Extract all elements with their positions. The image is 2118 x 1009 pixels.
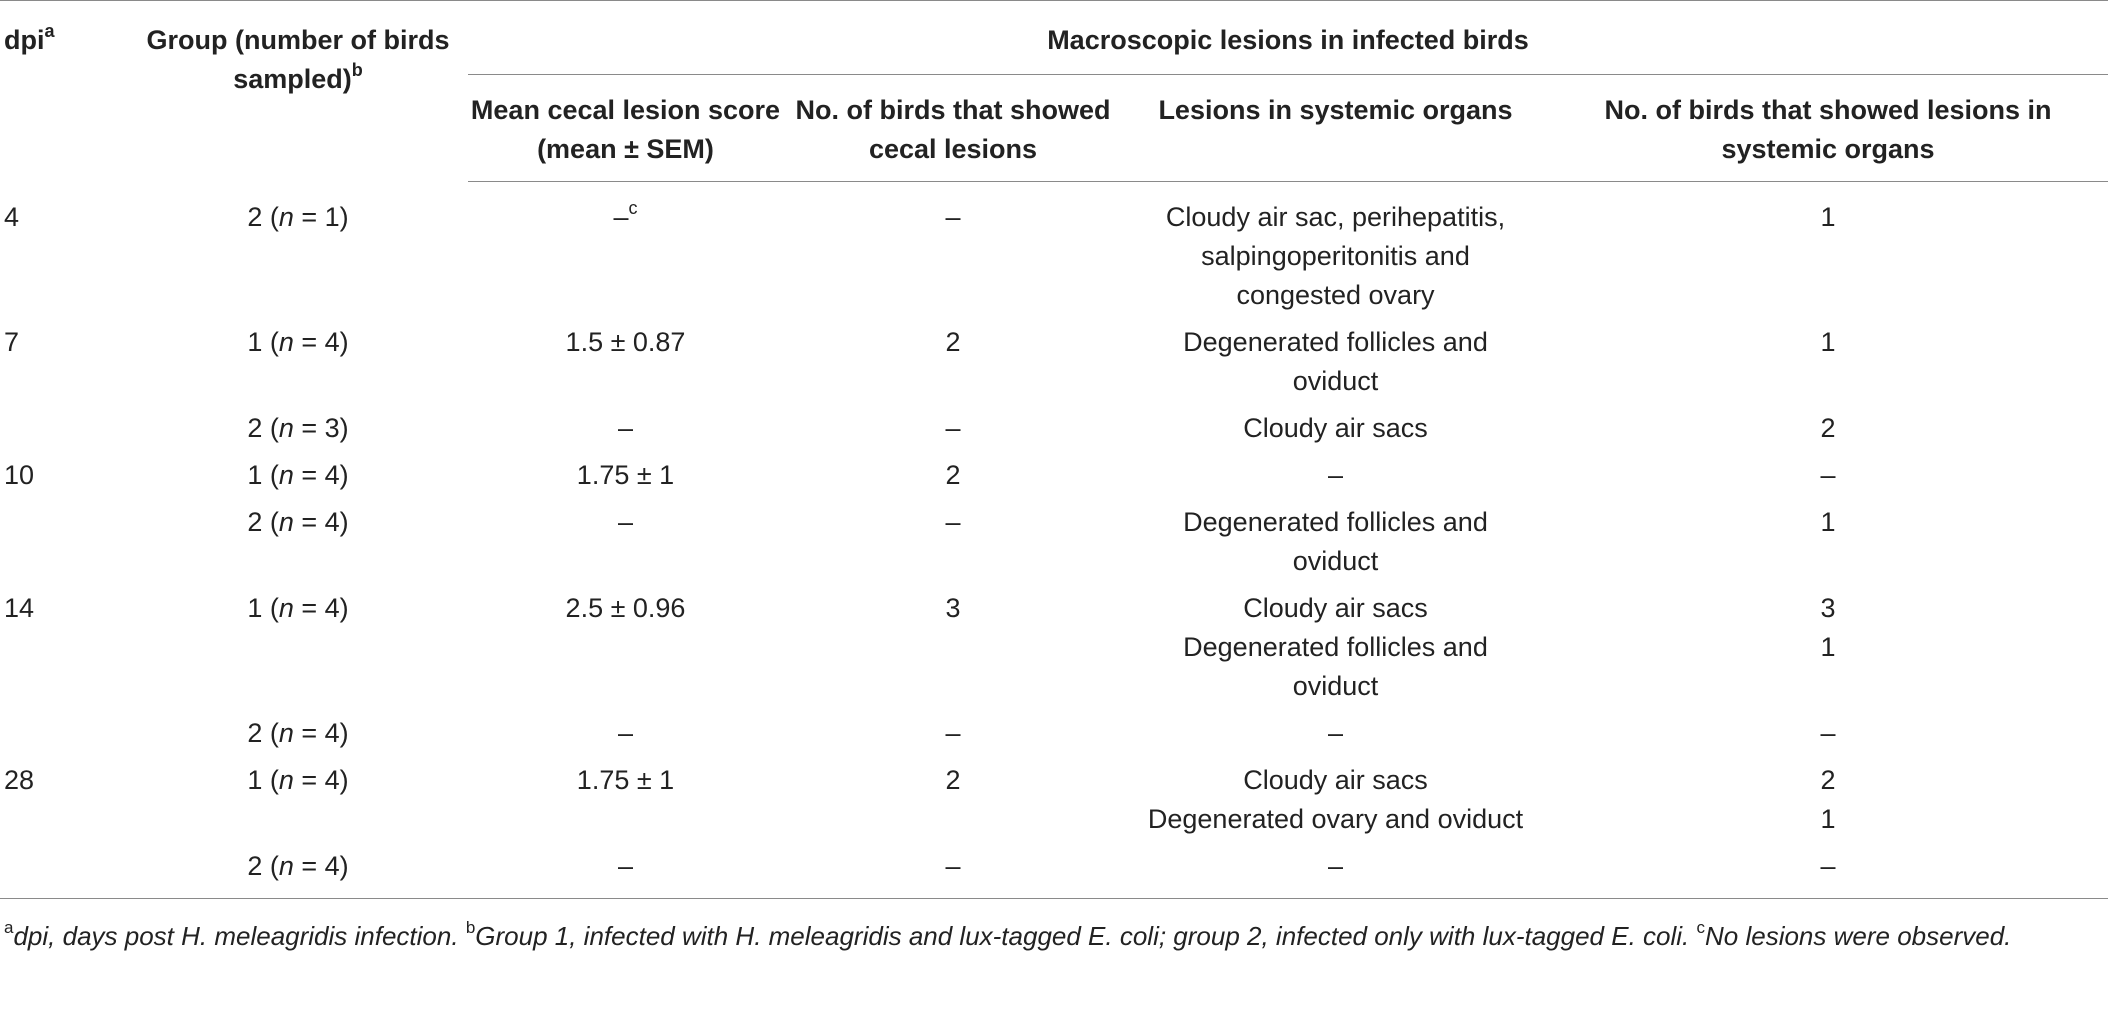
cell-no-systemic: 1	[1820, 202, 1836, 232]
cell-mean-cecal: 1.75 ± 1	[576, 765, 675, 795]
cell-no-cecal: –	[783, 841, 1123, 899]
cell-no-cecal: 2	[945, 460, 961, 490]
table-row	[0, 841, 2108, 899]
footnote-c: No lesions were observed.	[1705, 921, 2012, 951]
cell-group: 2 (n = 4)	[247, 507, 349, 537]
header-no-systemic-lesions: No. of birds that showed lesions in systemic organs	[1548, 75, 2108, 182]
cell-group: 1 (n = 4)	[247, 460, 349, 490]
cell-group: 2 (n = 4)	[247, 718, 349, 748]
table-row	[0, 755, 2108, 841]
cell-no-cecal: 2	[945, 327, 961, 357]
cell-group: 2 (n = 1)	[247, 201, 349, 232]
table-body	[0, 182, 2108, 899]
header-mean-cecal-score: Mean cecal lesion score (mean ± SEM)	[468, 75, 783, 182]
cell-group: 2 (n = 4)	[128, 841, 468, 899]
cell-mean-cecal: 1.5 ± 0.87	[565, 327, 686, 357]
cell-no-systemic: –	[1820, 460, 1836, 490]
footnote-a: dpi, days post H. meleagridis infection.	[13, 921, 466, 951]
cell-dpi	[0, 841, 128, 899]
header-macroscopic-lesions: Macroscopic lesions in infected birds	[468, 1, 2108, 75]
cell-no-systemic: –	[1820, 718, 1836, 748]
cell-systemic-lesion: –	[1327, 460, 1344, 490]
table-row	[0, 317, 2108, 403]
cell-systemic-lesion: Cloudy air sacs	[1243, 413, 1428, 443]
cell-dpi: 14	[4, 593, 35, 623]
table-row	[0, 497, 2108, 583]
cell-systemic-lesion: Cloudy air sacs Degenerated ovary and oviduct	[1147, 765, 1524, 834]
cell-dpi: 4	[4, 201, 20, 232]
cell-mean-cecal: 2.5 ± 0.96	[565, 593, 686, 623]
header-no-cecal-lesions: No. of birds that showed cecal lesions	[783, 75, 1123, 182]
cell-systemic-lesion: Degenerated follicles and oviduct	[1183, 507, 1488, 576]
cell-systemic-lesion: Cloudy air sacs Degenerated follicles and oviduct	[1183, 593, 1488, 701]
cell-no-cecal: –	[945, 202, 961, 232]
cell-mean-cecal: –	[468, 841, 783, 899]
table-row	[0, 403, 2108, 450]
table-row	[0, 450, 2108, 497]
table-row	[0, 583, 2108, 708]
footnote-mark-c: c	[1696, 918, 1705, 938]
header-group: Group (number of birds sampled)$^b$	[128, 1, 468, 182]
cell-dpi	[0, 497, 128, 583]
cell-no-cecal: –	[945, 718, 961, 748]
cell-mean-cecal: –	[617, 507, 634, 537]
cell-group: 2 (n = 3)	[247, 413, 349, 443]
header-dpi: dpi$^a$	[0, 1, 128, 182]
cell-group: 1 (n = 4)	[247, 593, 349, 623]
cell-no-systemic: 2	[1820, 413, 1836, 443]
cell-no-systemic: –	[1548, 841, 2108, 899]
cell-mean-cecal: –$^c$	[613, 198, 638, 232]
table-row	[0, 182, 2108, 318]
footnote-mark-a: a	[4, 918, 14, 938]
cell-no-systemic: 3 1	[1820, 593, 1836, 662]
cell-no-cecal: –	[945, 507, 961, 537]
cell-mean-cecal: –	[617, 413, 634, 443]
table-footnotes	[4, 918, 2104, 954]
cell-mean-cecal: –	[617, 718, 634, 748]
footnote-mark-b: b	[465, 918, 476, 938]
cell-systemic-lesion: –	[1123, 841, 1548, 899]
cell-no-cecal: 3	[945, 593, 961, 623]
cell-dpi	[0, 403, 128, 450]
cell-group: 1 (n = 4)	[247, 765, 349, 795]
cell-systemic-lesion: Degenerated follicles and oviduct	[1183, 327, 1488, 396]
cell-no-cecal: 2	[945, 765, 961, 795]
cell-systemic-lesion: –	[1327, 718, 1344, 748]
cell-no-cecal: –	[945, 413, 961, 443]
cell-mean-cecal: 1.75 ± 1	[576, 460, 675, 490]
footnote-b: Group 1, infected with H. meleagridis and lux-tagged E. coli; group 2, infected only with lux-tagged E. coli.	[475, 921, 1697, 951]
cell-dpi	[0, 708, 128, 755]
header-systemic-lesions: Lesions in systemic organs	[1123, 75, 1548, 182]
cell-no-systemic: 2 1	[1820, 765, 1836, 834]
cell-group: 1 (n = 4)	[247, 327, 349, 357]
cell-no-systemic: 1	[1820, 507, 1836, 537]
cell-systemic-lesion: Cloudy air sac, perihepatitis, salpingoperitonitis and congested ovary	[1165, 202, 1506, 310]
table-row	[0, 708, 2108, 755]
cell-dpi: 28	[4, 765, 35, 795]
cell-dpi: 7	[4, 327, 20, 357]
cell-no-systemic: 1	[1820, 327, 1836, 357]
cell-dpi: 10	[4, 460, 35, 490]
